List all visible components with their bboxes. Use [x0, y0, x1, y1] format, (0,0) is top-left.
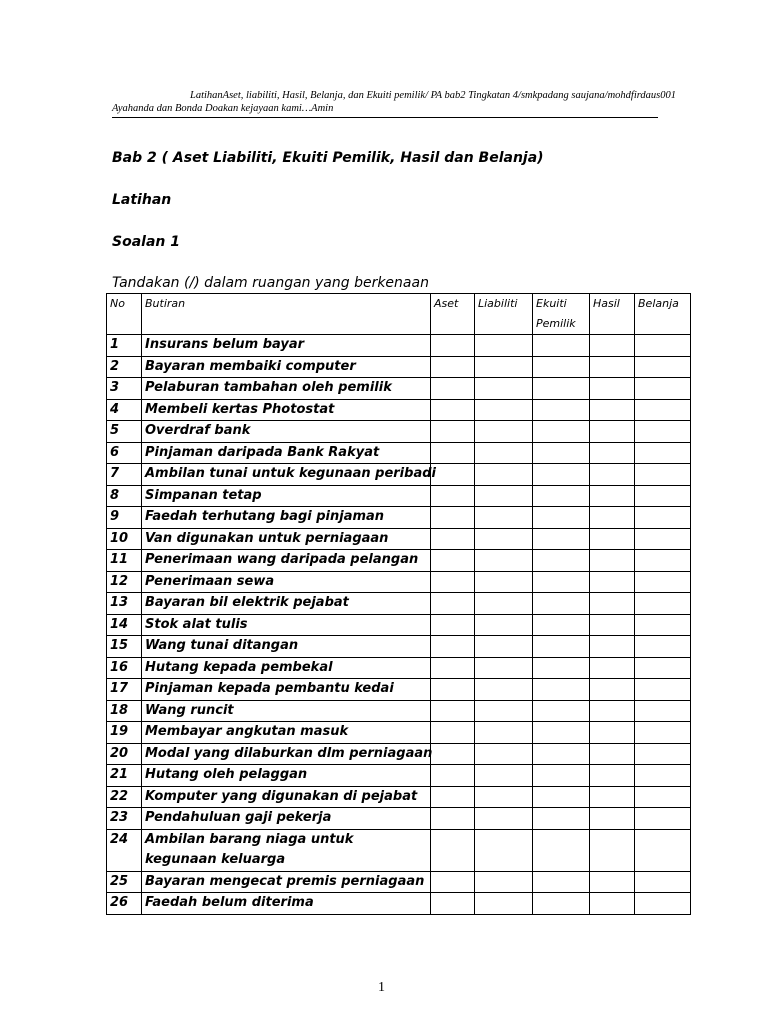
table-row [107, 507, 691, 529]
cell-liabiliti[interactable] [475, 399, 533, 421]
cell-hasil[interactable] [590, 808, 635, 830]
cell-liabiliti[interactable] [475, 571, 533, 593]
cell-belanja[interactable] [635, 871, 691, 893]
cell-hasil[interactable] [590, 421, 635, 443]
cell-aset[interactable] [431, 743, 475, 765]
row-item: Komputer yang digunakan di pejabat [142, 786, 431, 808]
cell-ekuiti[interactable] [533, 593, 590, 615]
cell-ekuiti[interactable] [533, 550, 590, 572]
row-item: Modal yang dilaburkan dlm perniagaan [142, 743, 431, 765]
table-row [107, 765, 691, 787]
cell-belanja[interactable] [635, 528, 691, 550]
row-number: 18 [107, 700, 142, 722]
cell-liabiliti[interactable] [475, 464, 533, 486]
cell-ekuiti[interactable] [533, 808, 590, 830]
cell-belanja[interactable] [635, 657, 691, 679]
cell-ekuiti[interactable] [533, 700, 590, 722]
cell-ekuiti[interactable] [533, 765, 590, 787]
table-row [107, 700, 691, 722]
row-number: 1 [107, 335, 142, 357]
row-item: Ambilan tunai untuk kegunaan peribadi [142, 464, 431, 486]
table-row [107, 808, 691, 830]
cell-hasil[interactable] [590, 507, 635, 529]
cell-aset[interactable] [431, 550, 475, 572]
cell-liabiliti[interactable] [475, 893, 533, 915]
cell-aset[interactable] [431, 507, 475, 529]
cell-belanja[interactable] [635, 786, 691, 808]
cell-belanja[interactable] [635, 507, 691, 529]
cell-belanja[interactable] [635, 700, 691, 722]
table-row [107, 786, 691, 808]
cell-ekuiti[interactable] [533, 722, 590, 744]
cell-aset[interactable] [431, 421, 475, 443]
cell-belanja[interactable] [635, 571, 691, 593]
row-number: 2 [107, 356, 142, 378]
cell-hasil[interactable] [590, 614, 635, 636]
table-row [107, 464, 691, 486]
cell-belanja[interactable] [635, 464, 691, 486]
row-number: 21 [107, 765, 142, 787]
table-row [107, 679, 691, 701]
cell-aset[interactable] [431, 679, 475, 701]
row-item: Ambilan barang niaga untuk kegunaan keluarga [142, 829, 431, 871]
cell-hasil[interactable] [590, 893, 635, 915]
row-number: 12 [107, 571, 142, 593]
row-number: 16 [107, 657, 142, 679]
table-header-row [107, 294, 691, 335]
cell-aset[interactable] [431, 765, 475, 787]
row-item: Bayaran membaiki computer [142, 356, 431, 378]
cell-aset[interactable] [431, 808, 475, 830]
cell-liabiliti[interactable] [475, 356, 533, 378]
cell-hasil[interactable] [590, 399, 635, 421]
cell-aset[interactable] [431, 442, 475, 464]
cell-belanja[interactable] [635, 765, 691, 787]
table-row [107, 743, 691, 765]
row-item: Insurans belum bayar [142, 335, 431, 357]
cell-hasil[interactable] [590, 679, 635, 701]
cell-liabiliti[interactable] [475, 657, 533, 679]
table-row [107, 871, 691, 893]
table-body [107, 335, 691, 915]
cell-hasil[interactable] [590, 550, 635, 572]
cell-aset[interactable] [431, 571, 475, 593]
row-item: Penerimaan sewa [142, 571, 431, 593]
cell-ekuiti[interactable] [533, 528, 590, 550]
header-divider [112, 117, 658, 118]
cell-aset[interactable] [431, 614, 475, 636]
cell-hasil[interactable] [590, 571, 635, 593]
table-row [107, 614, 691, 636]
cell-ekuiti[interactable] [533, 335, 590, 357]
question-heading: Soalan 1 [112, 234, 180, 250]
header-aset: Aset [431, 294, 475, 335]
cell-liabiliti[interactable] [475, 679, 533, 701]
cell-ekuiti[interactable] [533, 464, 590, 486]
cell-liabiliti[interactable] [475, 378, 533, 400]
header-no: No [107, 294, 142, 335]
row-item: Wang tunai ditangan [142, 636, 431, 658]
cell-liabiliti[interactable] [475, 808, 533, 830]
cell-belanja[interactable] [635, 485, 691, 507]
cell-hasil[interactable] [590, 464, 635, 486]
table-row [107, 356, 691, 378]
cell-hasil[interactable] [590, 722, 635, 744]
cell-liabiliti[interactable] [475, 722, 533, 744]
header-line-1: LatihanAset, liabiliti, Hasil, Belanja, dan Ekuiti pemilik/ PA bab2 Tingkatan 4/smkpadang saujana/mohdfirdaus001 [190, 90, 677, 101]
cell-belanja[interactable] [635, 829, 691, 871]
cell-hasil[interactable] [590, 636, 635, 658]
row-number: 7 [107, 464, 142, 486]
row-number: 15 [107, 636, 142, 658]
cell-aset[interactable] [431, 722, 475, 744]
cell-aset[interactable] [431, 893, 475, 915]
cell-liabiliti[interactable] [475, 442, 533, 464]
cell-belanja[interactable] [635, 893, 691, 915]
cell-aset[interactable] [431, 636, 475, 658]
cell-hasil[interactable] [590, 593, 635, 615]
table-row [107, 442, 691, 464]
cell-liabiliti[interactable] [475, 507, 533, 529]
table-row [107, 636, 691, 658]
row-item: Simpanan tetap [142, 485, 431, 507]
table-row [107, 571, 691, 593]
cell-liabiliti[interactable] [475, 636, 533, 658]
cell-ekuiti[interactable] [533, 356, 590, 378]
cell-liabiliti[interactable] [475, 421, 533, 443]
cell-hasil[interactable] [590, 356, 635, 378]
cell-belanja[interactable] [635, 399, 691, 421]
cell-ekuiti[interactable] [533, 636, 590, 658]
cell-aset[interactable] [431, 786, 475, 808]
header-butiran: Butiran [142, 294, 431, 335]
cell-ekuiti[interactable] [533, 442, 590, 464]
cell-aset[interactable] [431, 657, 475, 679]
cell-hasil[interactable] [590, 335, 635, 357]
cell-liabiliti[interactable] [475, 700, 533, 722]
cell-ekuiti[interactable] [533, 786, 590, 808]
cell-hasil[interactable] [590, 743, 635, 765]
cell-liabiliti[interactable] [475, 593, 533, 615]
row-number: 14 [107, 614, 142, 636]
cell-aset[interactable] [431, 356, 475, 378]
row-item: Membayar angkutan masuk [142, 722, 431, 744]
row-number: 5 [107, 421, 142, 443]
cell-hasil[interactable] [590, 485, 635, 507]
cell-liabiliti[interactable] [475, 871, 533, 893]
chapter-title: Bab 2 ( Aset Liabiliti, Ekuiti Pemilik, Hasil dan Belanja) [112, 150, 544, 166]
cell-liabiliti[interactable] [475, 550, 533, 572]
table-row [107, 593, 691, 615]
page-number: 1 [378, 980, 385, 995]
cell-belanja[interactable] [635, 808, 691, 830]
row-number: 22 [107, 786, 142, 808]
row-number: 24 [107, 829, 142, 871]
row-number: 23 [107, 808, 142, 830]
cell-liabiliti[interactable] [475, 829, 533, 871]
table-row [107, 722, 691, 744]
cell-hasil[interactable] [590, 528, 635, 550]
cell-ekuiti[interactable] [533, 399, 590, 421]
cell-aset[interactable] [431, 378, 475, 400]
row-item: Pinjaman kepada pembantu kedai [142, 679, 431, 701]
cell-liabiliti[interactable] [475, 335, 533, 357]
cell-ekuiti[interactable] [533, 657, 590, 679]
table-row [107, 335, 691, 357]
table-row [107, 893, 691, 915]
header-ekuiti: Ekuiti Pemilik [533, 294, 590, 335]
cell-belanja[interactable] [635, 335, 691, 357]
row-number: 26 [107, 893, 142, 915]
row-item: Pendahuluan gaji pekerja [142, 808, 431, 830]
header-liabiliti: Liabiliti [475, 294, 533, 335]
cell-belanja[interactable] [635, 636, 691, 658]
cell-ekuiti[interactable] [533, 893, 590, 915]
row-item: Hutang kepada pembekal [142, 657, 431, 679]
cell-ekuiti[interactable] [533, 614, 590, 636]
cell-ekuiti[interactable] [533, 829, 590, 871]
cell-belanja[interactable] [635, 743, 691, 765]
row-number: 19 [107, 722, 142, 744]
row-item: Pelaburan tambahan oleh pemilik [142, 378, 431, 400]
row-number: 8 [107, 485, 142, 507]
row-item: Pinjaman daripada Bank Rakyat [142, 442, 431, 464]
cell-liabiliti[interactable] [475, 485, 533, 507]
cell-liabiliti[interactable] [475, 743, 533, 765]
cell-belanja[interactable] [635, 356, 691, 378]
row-item: Van digunakan untuk perniagaan [142, 528, 431, 550]
cell-ekuiti[interactable] [533, 571, 590, 593]
cell-ekuiti[interactable] [533, 485, 590, 507]
cell-belanja[interactable] [635, 593, 691, 615]
cell-ekuiti[interactable] [533, 421, 590, 443]
row-item: Wang runcit [142, 700, 431, 722]
cell-ekuiti[interactable] [533, 507, 590, 529]
row-item: Faedah terhutang bagi pinjaman [142, 507, 431, 529]
row-item: Hutang oleh pelaggan [142, 765, 431, 787]
table-row [107, 528, 691, 550]
cell-aset[interactable] [431, 829, 475, 871]
cell-ekuiti[interactable] [533, 679, 590, 701]
cell-belanja[interactable] [635, 442, 691, 464]
row-number: 9 [107, 507, 142, 529]
cell-belanja[interactable] [635, 614, 691, 636]
table-row [107, 550, 691, 572]
header-belanja: Belanja [635, 294, 691, 335]
row-number: 4 [107, 399, 142, 421]
row-number: 3 [107, 378, 142, 400]
cell-ekuiti[interactable] [533, 743, 590, 765]
cell-aset[interactable] [431, 528, 475, 550]
row-item: Stok alat tulis [142, 614, 431, 636]
cell-hasil[interactable] [590, 765, 635, 787]
row-number: 11 [107, 550, 142, 572]
cell-hasil[interactable] [590, 871, 635, 893]
cell-aset[interactable] [431, 700, 475, 722]
cell-aset[interactable] [431, 485, 475, 507]
header-hasil: Hasil [590, 294, 635, 335]
cell-aset[interactable] [431, 335, 475, 357]
cell-liabiliti[interactable] [475, 786, 533, 808]
row-number: 17 [107, 679, 142, 701]
cell-hasil[interactable] [590, 700, 635, 722]
row-item: Faedah belum diterima [142, 893, 431, 915]
row-number: 20 [107, 743, 142, 765]
cell-hasil[interactable] [590, 378, 635, 400]
table-row [107, 399, 691, 421]
cell-hasil[interactable] [590, 786, 635, 808]
cell-liabiliti[interactable] [475, 528, 533, 550]
row-number: 13 [107, 593, 142, 615]
table-row [107, 378, 691, 400]
section-heading: Latihan [112, 192, 172, 208]
cell-aset[interactable] [431, 593, 475, 615]
cell-belanja[interactable] [635, 378, 691, 400]
table-row [107, 485, 691, 507]
instruction-text: Tandakan (/) dalam ruangan yang berkenaan [112, 275, 429, 291]
cell-aset[interactable] [431, 871, 475, 893]
header-line-2: Ayahanda dan Bonda Doakan kejayaan kami…Amin [112, 103, 334, 114]
cell-belanja[interactable] [635, 550, 691, 572]
cell-belanja[interactable] [635, 679, 691, 701]
cell-aset[interactable] [431, 399, 475, 421]
table-row [107, 657, 691, 679]
cell-hasil[interactable] [590, 442, 635, 464]
table-row [107, 421, 691, 443]
classification-table [106, 293, 691, 915]
cell-hasil[interactable] [590, 657, 635, 679]
row-item: Overdraf bank [142, 421, 431, 443]
row-number: 6 [107, 442, 142, 464]
cell-belanja[interactable] [635, 421, 691, 443]
row-item: Penerimaan wang daripada pelangan [142, 550, 431, 572]
cell-belanja[interactable] [635, 722, 691, 744]
row-item: Bayaran mengecat premis perniagaan [142, 871, 431, 893]
row-number: 10 [107, 528, 142, 550]
cell-aset[interactable] [431, 464, 475, 486]
row-number: 25 [107, 871, 142, 893]
cell-hasil[interactable] [590, 829, 635, 871]
cell-liabiliti[interactable] [475, 765, 533, 787]
cell-ekuiti[interactable] [533, 871, 590, 893]
cell-ekuiti[interactable] [533, 378, 590, 400]
row-item: Membeli kertas Photostat [142, 399, 431, 421]
row-item: Bayaran bil elektrik pejabat [142, 593, 431, 615]
table-row [107, 829, 691, 871]
cell-liabiliti[interactable] [475, 614, 533, 636]
